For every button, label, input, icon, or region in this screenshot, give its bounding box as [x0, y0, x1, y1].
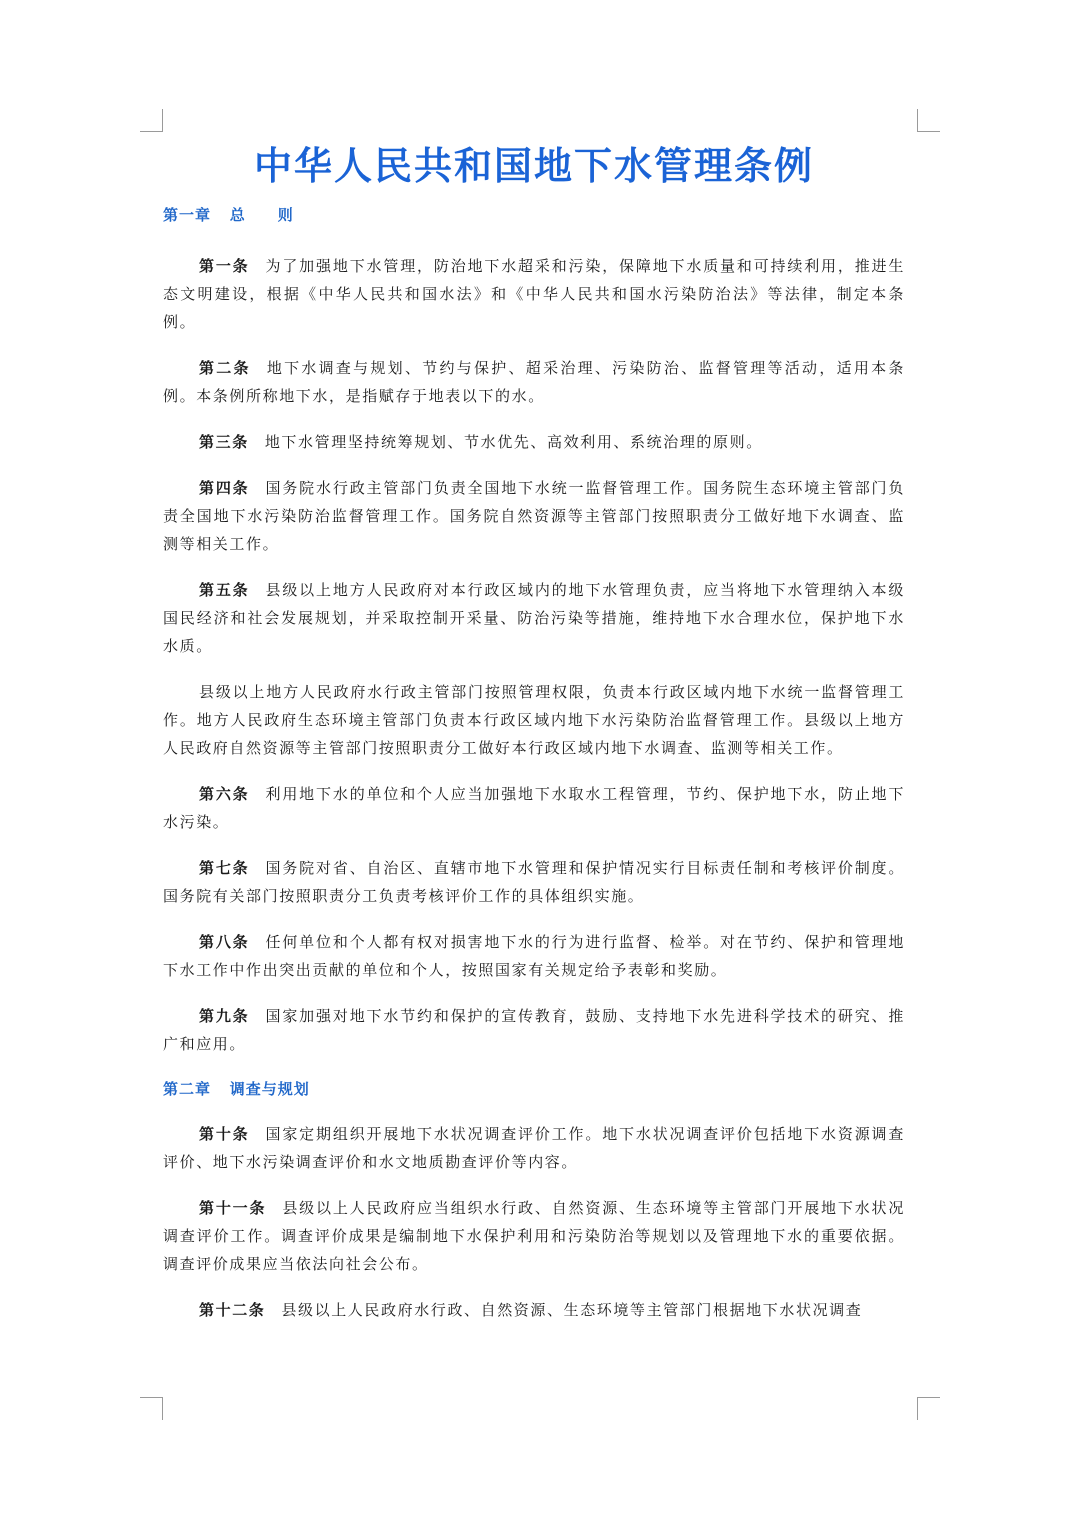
article-label: 第五条 — [199, 581, 250, 599]
chapter-name: 总 则 — [229, 206, 294, 224]
document-body — [163, 140, 905, 1342]
article-text: 地下水调查与规划、节约与保护、超采治理、污染防治、监督管理等活动，适用本条例。本条例所称地下水，是指赋存于地表以下的水。 — [163, 359, 905, 405]
article-6 — [163, 780, 905, 836]
article-text: 县级以上地方人民政府对本行政区域内的地下水管理负责，应当将地下水管理纳入本级国民经济和社会发展规划，并采取控制开采量、防治污染等措施，维持地下水合理水位，保护地下水水质。 — [163, 581, 905, 655]
crop-mark-bottom-right — [917, 1397, 940, 1420]
article-label: 第二条 — [199, 359, 251, 377]
article-1 — [163, 252, 905, 336]
article-label: 第十条 — [199, 1125, 250, 1143]
article-text: 地下水管理坚持统筹规划、节水优先、高效利用、系统治理的原则。 — [264, 433, 763, 451]
article-label: 第九条 — [199, 1007, 250, 1025]
article-label: 第六条 — [199, 785, 250, 803]
article-5-paragraph-2 — [163, 678, 905, 762]
document-title: 中华人民共和国地下水管理条例 — [253, 144, 814, 188]
article-text: 国务院对省、自治区、直辖市地下水管理和保护情况实行目标责任制和考核评价制度。国务院有关部门按照职责分工负责考核评价工作的具体组织实施。 — [163, 859, 905, 905]
article-label: 第十一条 — [199, 1199, 267, 1217]
crop-mark-top-right — [917, 109, 940, 132]
article-11 — [163, 1194, 905, 1278]
chapter-name: 调查与规划 — [229, 1080, 310, 1098]
crop-mark-bottom-left — [140, 1397, 163, 1420]
article-text: 为了加强地下水管理，防治地下水超采和污染，保障地下水质量和可持续利用，推进生态文明建设，根据《中华人民共和国水法》和《中华人民共和国水污染防治法》等法律，制定本条例。 — [163, 257, 905, 331]
article-12 — [163, 1296, 905, 1324]
article-3 — [163, 428, 905, 456]
chapter-heading-1 — [163, 202, 905, 228]
crop-mark-top-left — [140, 109, 163, 132]
article-label: 第三条 — [199, 433, 249, 451]
article-label: 第四条 — [199, 479, 250, 497]
chapter-label: 第一章 — [163, 206, 212, 224]
article-text: 县级以上人民政府水行政、自然资源、生态环境等主管部门根据地下水状况调查 — [281, 1301, 863, 1319]
article-text: 任何单位和个人都有权对损害地下水的行为进行监督、检举。对在节约、保护和管理地下水工作中作出突出贡献的单位和个人，按照国家有关规定给予表彰和奖励。 — [163, 933, 905, 979]
article-8 — [163, 928, 905, 984]
article-label: 第七条 — [199, 859, 250, 877]
article-text: 县级以上人民政府应当组织水行政、自然资源、生态环境等主管部门开展地下水状况调查评价工作。调查评价成果是编制地下水保护利用和污染防治等规划以及管理地下水的重要依据。调查评价成果应当依法向社会公布。 — [163, 1199, 905, 1273]
chapter-heading-2 — [163, 1076, 905, 1102]
article-10 — [163, 1120, 905, 1176]
article-text: 国家加强对地下水节约和保护的宣传教育，鼓励、支持地下水先进科学技术的研究、推广和应用。 — [163, 1007, 905, 1053]
article-7 — [163, 854, 905, 910]
article-text: 县级以上地方人民政府水行政主管部门按照管理权限，负责本行政区域内地下水统一监督管理工作。地方人民政府生态环境主管部门负责本行政区域内地下水污染防治监督管理工作。县级以上地方人民政府自然资源等主管部门按照职责分工做好本行政区域内地下水调查、监测等相关工作。 — [163, 683, 905, 757]
chapter-label: 第二章 — [163, 1080, 212, 1098]
article-text: 利用地下水的单位和个人应当加强地下水取水工程管理，节约、保护地下水，防止地下水污染。 — [163, 785, 905, 831]
article-9 — [163, 1002, 905, 1058]
article-4 — [163, 474, 905, 558]
article-5 — [163, 576, 905, 660]
article-text: 国务院水行政主管部门负责全国地下水统一监督管理工作。国务院生态环境主管部门负责全国地下水污染防治监督管理工作。国务院自然资源等主管部门按照职责分工做好地下水调查、监测等相关工作。 — [163, 479, 905, 553]
article-text: 国家定期组织开展地下水状况调查评价工作。地下水状况调查评价包括地下水资源调查评价、地下水污染调查评价和水文地质勘查评价等内容。 — [163, 1125, 905, 1171]
article-label: 第一条 — [199, 257, 250, 275]
article-2 — [163, 354, 905, 410]
article-label: 第十二条 — [199, 1301, 266, 1319]
article-label: 第八条 — [199, 933, 250, 951]
